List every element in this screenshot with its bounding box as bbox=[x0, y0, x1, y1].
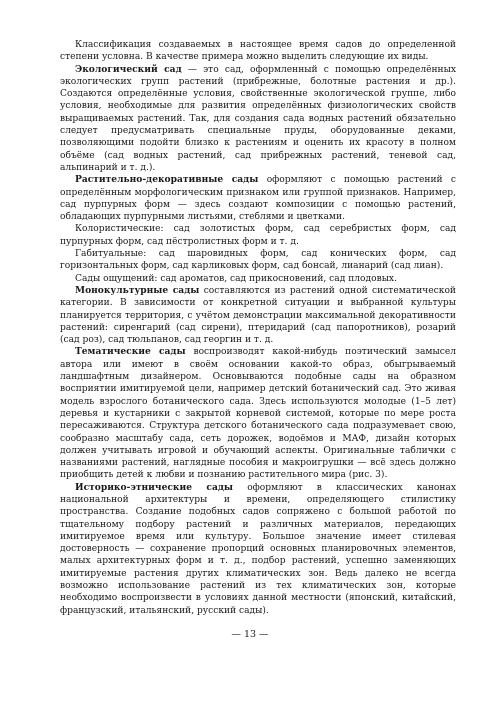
term-ecological-garden: Экологический сад bbox=[75, 63, 182, 75]
habitual-paragraph bbox=[60, 248, 456, 273]
page-body bbox=[60, 39, 456, 654]
term-decorative-gardens: Растительно-декоративные сады bbox=[75, 174, 259, 186]
term-historical-ethnic-gardens: Историко-этнические сады bbox=[75, 481, 234, 493]
term-monoculture-gardens: Монокультурные сады bbox=[75, 284, 200, 296]
paragraph-text: оформляют с помощью растений с определённым морфологическим признаком или группой признаков. Например, сад пурпурных форм — здесь создают композиции с помощью растений, обладающих пурпурными листьями, стеблями и цветками. bbox=[60, 175, 456, 223]
decorative-gardens-paragraph bbox=[60, 174, 456, 223]
historical-ethnic-paragraph bbox=[60, 482, 456, 617]
paragraph-text: оформляют в классических канонах национальной архитектуры и времени, определяющего стилистику пространства. Создание подобных садов сопряжено с большой работой по тщательному подбору растений и различных материалов, передающих имитируемое время или культуру. Большое значение имеет стилевая достоверность — сохранение пропорций основных планировочных элементов, малых архитектурных форм и т. д., подбор растений, успешно заменяющих имитируемые растения других климатических зон. Ведь далеко не всегда возможно использование растений из тех климатических зон, которые необходимо воспроизвести в условиях данной местности (японский, китайский, французский, итальянский, русский сады). bbox=[60, 482, 456, 616]
monoculture-paragraph bbox=[60, 285, 456, 346]
paragraph-text: — это сад, оформленный с помощью определённых экологических групп растений (прибрежные, болотные растения и др.). Создаются определённые условия, свойственные экологической группе, либо условия, необходимые для развития определённых физиологических свойств выращиваемых растений. Так, для создания сада водных растений обязательно следует предусматривать специальные пруды, оборудованные деками, позволяющими подойти близко к растениям и оценить их красоту в полном объёме (сад водных растений, сад прибрежных растений, теневой сад, альпинарий и т. д.). bbox=[60, 64, 456, 173]
paragraph-text: Классификация создаваемых в настоящее время садов до определенной степени условна. В качестве примера можно выделить следующие их виды. bbox=[60, 40, 456, 63]
intro-paragraph bbox=[60, 39, 456, 64]
paragraph-text: Габитуальные: сад шаровидных форм, сад конических форм, сад горизонтальных форм, сад карликовых форм, сад бонсай, лианарий (сад лиан). bbox=[60, 249, 456, 272]
paragraph-text: Колористические: сад золотистых форм, сад серебристых форм, сад пурпурных форм, сад пёстролистных форм и т. д. bbox=[60, 224, 456, 247]
term-thematic-gardens: Тематические сады bbox=[75, 346, 186, 358]
thematic-paragraph bbox=[60, 346, 456, 481]
paragraph-text: Сады ощущений: сад ароматов, сад прикосновений, сад плодовых. bbox=[75, 273, 397, 284]
senses-paragraph bbox=[60, 273, 456, 285]
coloristic-paragraph bbox=[60, 223, 456, 248]
paragraph-text: составляются из растений одной систематической категории. В зависимости от конкретной ситуации и выбранной культуры планируется территория, с учётом демонстрации максимальной декоративности растений: сиренгарий (сад сирени), птеридарий (сад папоротников), розарий (сад роз), сад тюльпанов, сад георгин и т. д. bbox=[60, 285, 456, 346]
page-number: — 13 — bbox=[231, 629, 269, 640]
ecological-garden-paragraph bbox=[60, 64, 456, 175]
paragraph-text: воспроизводят какой-нибудь поэтический замысел автора или имеют в своём основании какой-то образ, обыгрываемый ландшафтным дизайнером. Основываются подобные сады на образном восприятии имитируемой цели, например детский ботанический сад. Это живая модель взрослого ботанического сада. Здесь используются молодые (1–5 лет) деревья и кустарники с закрытой корневой системой, которые по мере роста пересаживаются. Структура детского ботанического сада подразумевает свою, сообразно масштабу сада, сеть дорожек, водоёмов и МАФ, дизайн которых должен учитывать игровой и обучающий аспекты. Оригинальные таблички с названиями растений, наглядные пособия и макроигрушки — всё здесь должно приобщить детей к любви и познанию растительного мира (рис. 3). bbox=[60, 347, 456, 481]
